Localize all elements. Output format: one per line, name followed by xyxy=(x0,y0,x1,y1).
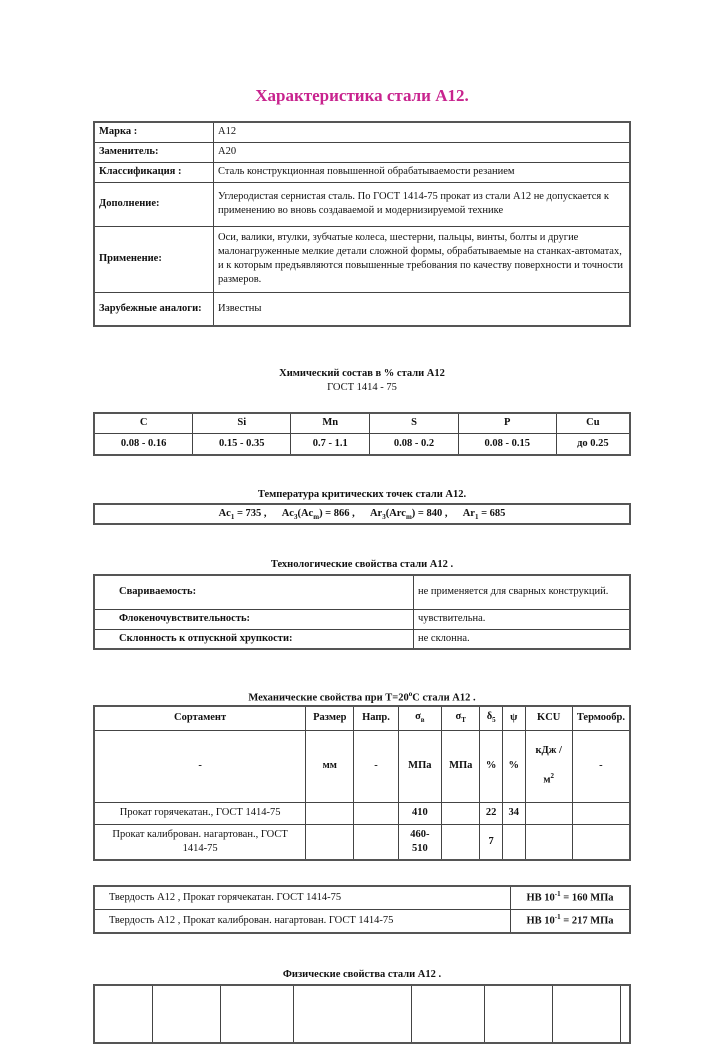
marka-value: А12 xyxy=(214,122,631,142)
mech-h-psi: ψ xyxy=(502,706,525,730)
ac3-point: $Ac_3(Ac_m) = 866$ , xyxy=(281,508,355,522)
chem-value-s: 0.08 - 0.2 xyxy=(370,433,458,455)
mech-u-size: мм xyxy=(306,730,354,802)
zar-value: Известны xyxy=(214,292,631,326)
zar-label: Зарубежные аналоги: xyxy=(94,292,214,326)
tech-value-weld: не применяется для сварных конструкций. xyxy=(414,575,631,609)
tech-label-flake: Флокеночувствительность: xyxy=(94,609,414,629)
mech-u-term: - xyxy=(572,730,630,802)
mech-h-dir: Напр. xyxy=(354,706,398,730)
mech-row1-st xyxy=(442,802,480,824)
mech-h-kcu: KCU xyxy=(525,706,572,730)
phys-cell xyxy=(621,985,631,1043)
phys-cell xyxy=(94,985,153,1043)
mech-u-sort: - xyxy=(94,730,306,802)
table-row xyxy=(94,824,630,860)
mech-row1-sb: 410 xyxy=(398,802,442,824)
ac1-point: $Ac_1 = 735$ , xyxy=(218,508,267,522)
dop-label: Дополнение: xyxy=(94,182,214,226)
prim-value: Оси, валики, втулки, зубчатые колеса, шестерни, пальцы, винты, болты и другие малонагруженные мелкие детали сложной формы, обрабатываемые на станках-автоматах, и к которым предъявляются повышенные требования по качеству поверхности и точности размеров. xyxy=(214,226,631,292)
mech-row1-size xyxy=(306,802,354,824)
mech-row2-size xyxy=(306,824,354,860)
mech-row2-sort: Прокат калиброван. нагартован., ГОСТ 1414-75 xyxy=(94,824,306,860)
mech-u-dir: - xyxy=(354,730,398,802)
mech-row1-dir xyxy=(354,802,398,824)
zamen-label: Заменитель: xyxy=(94,142,214,162)
ar1-point: $Ar_1 = 685$ xyxy=(462,508,506,522)
phys-cell xyxy=(552,985,620,1043)
mech-row1-kcu xyxy=(525,802,572,824)
mech-u-d5: % xyxy=(480,730,503,802)
mech-h-size: Размер xyxy=(306,706,354,730)
tech-value-brittle: не склонна. xyxy=(414,629,631,649)
phys-cell xyxy=(411,985,484,1043)
phys-cell xyxy=(484,985,552,1043)
mech-u-sb: МПа xyxy=(398,730,442,802)
chem-table xyxy=(93,412,631,456)
chem-gost: ГОСТ 1414 - 75 xyxy=(327,382,397,393)
mech-row2-st xyxy=(442,824,480,860)
chem-value-c: 0.08 - 0.16 xyxy=(94,433,193,455)
tech-value-flake: чувствительна. xyxy=(414,609,631,629)
crit-title: Температура критических точек стали А12. xyxy=(257,489,467,500)
mech-h-d5: $\delta_5$ xyxy=(480,706,503,730)
marka-label: Марка : xyxy=(94,122,214,142)
phys-table xyxy=(93,984,631,1044)
prim-label: Применение: xyxy=(94,226,214,292)
mech-h-term: Термообр. xyxy=(572,706,630,730)
mech-h-st: $\sigma_T$ xyxy=(442,706,480,730)
klass-value: Сталь конструкционная повышенной обрабатываемости резанием xyxy=(214,162,631,182)
mech-row2-sb: 460-510 xyxy=(398,824,442,860)
chem-header-s: S xyxy=(370,413,458,433)
chem-value-cu: до 0.25 xyxy=(556,433,630,455)
tech-table xyxy=(93,574,631,650)
mech-row1-sort: Прокат горячекатан., ГОСТ 1414-75 xyxy=(94,802,306,824)
page-title: Характеристика стали А12. xyxy=(255,86,469,105)
mech-u-kcu: кДж / $м^2$ xyxy=(525,730,572,802)
mech-table xyxy=(93,705,631,861)
chem-value-mn: 0.7 - 1.1 xyxy=(291,433,370,455)
klass-label: Классификация : xyxy=(94,162,214,182)
chem-title: Химический состав в % стали А12 xyxy=(279,368,445,379)
mech-row2-kcu xyxy=(525,824,572,860)
hardness-table xyxy=(93,885,631,934)
phys-title: Физические свойства стали А12 . xyxy=(282,969,442,980)
mech-u-st: МПа xyxy=(442,730,480,802)
mech-row2-psi xyxy=(502,824,525,860)
mech-row2-term xyxy=(572,824,630,860)
dop-value: Углеродистая сернистая сталь. По ГОСТ 1414-75 прокат из стали А12 не допускается к применению во вновь создаваемой и модернизируемой технике xyxy=(214,182,631,226)
table-row xyxy=(94,802,630,824)
hardness-row2-text: Твердость А12 , Прокат калиброван. нагартован. ГОСТ 1414-75 xyxy=(94,910,511,934)
chem-header-cu: Cu xyxy=(556,413,630,433)
mech-row1-d5: 22 xyxy=(480,802,503,824)
chem-header-mn: Mn xyxy=(291,413,370,433)
hardness-row1-text: Твердость А12 , Прокат горячекатан. ГОСТ 1414-75 xyxy=(94,886,511,910)
tech-title: Технологические свойства стали А12 . xyxy=(270,559,454,570)
chem-value-si: 0.15 - 0.35 xyxy=(193,433,291,455)
info-table xyxy=(93,121,631,327)
mech-row1-term xyxy=(572,802,630,824)
mech-title: Механические свойства при $Т=20^oC$ стали А12 . xyxy=(248,690,476,704)
tech-label-weld: Свариваемость: xyxy=(94,575,414,609)
mech-row1-psi: 34 xyxy=(502,802,525,824)
hardness-row1-value: HB $10^{-1} = 160$ МПа xyxy=(511,886,631,910)
zamen-value: А20 xyxy=(214,142,631,162)
phys-cell xyxy=(294,985,411,1043)
mech-row2-dir xyxy=(354,824,398,860)
mech-u-psi: % xyxy=(502,730,525,802)
crit-points-box xyxy=(93,503,631,525)
ar3-point: $Ar_3(Arc_m) = 840$ , xyxy=(369,508,448,522)
tech-label-brittle: Склонность к отпускной хрупкости: xyxy=(94,629,414,649)
chem-header-si: Si xyxy=(193,413,291,433)
chem-header-p: P xyxy=(458,413,556,433)
mech-h-sb: $\sigma_в$ xyxy=(398,706,442,730)
mech-h-sort: Сортамент xyxy=(94,706,306,730)
chem-header-c: C xyxy=(94,413,193,433)
mech-row2-d5: 7 xyxy=(480,824,503,860)
chem-value-p: 0.08 - 0.15 xyxy=(458,433,556,455)
hardness-row2-value: HB $10^{-1} = 217$ МПа xyxy=(511,910,631,934)
phys-cell xyxy=(153,985,221,1043)
phys-cell xyxy=(221,985,294,1043)
